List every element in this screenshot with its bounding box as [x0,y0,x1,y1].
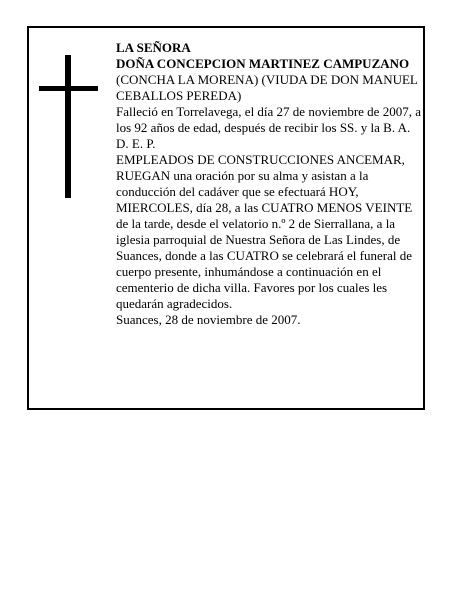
death-info: Falleció en Torrelavega, el día 27 de noviembre de 2007, a los 92 años de edad, después de recibir los SS. y la B. A. [116,104,421,135]
cross-vertical-bar [65,55,71,198]
cross-icon [39,55,99,198]
place-date: Suances, 28 de noviembre de 2007. [116,312,301,327]
deceased-name: DOÑA CONCEPCION MARTINEZ CAMPUZANO [116,56,410,71]
cross-horizontal-bar [39,86,98,91]
obituary-notice [27,26,425,410]
notice-message: EMPLEADOS DE CONSTRUCCIONES ANCEMAR, RUEGAN una oración por su alma y asistan a la conducción del cadáver que se efectuará HOY, MIERCOLES, día 28, a las CUATRO MENOS VEINTE de la tarde, desde el velatorio n.º 2 de Sierrallana, a la iglesia parroquial de Nuestra Señora de Las Lindes, de Suances, donde a las CUATRO se celebrará el funeral de cuerpo presente, inhumándose a continuación en el cementerio de dicha villa. Favores por los cuales les quedarán agradecidos. [116,152,413,311]
rip-line: D. E. P. [116,136,156,151]
notice-text [116,40,424,328]
notice-title: LA SEÑORA [116,40,191,55]
deceased-alias: (CONCHA LA MORENA) (VIUDA DE DON MANUEL CEBALLOS PEREDA) [116,72,418,103]
